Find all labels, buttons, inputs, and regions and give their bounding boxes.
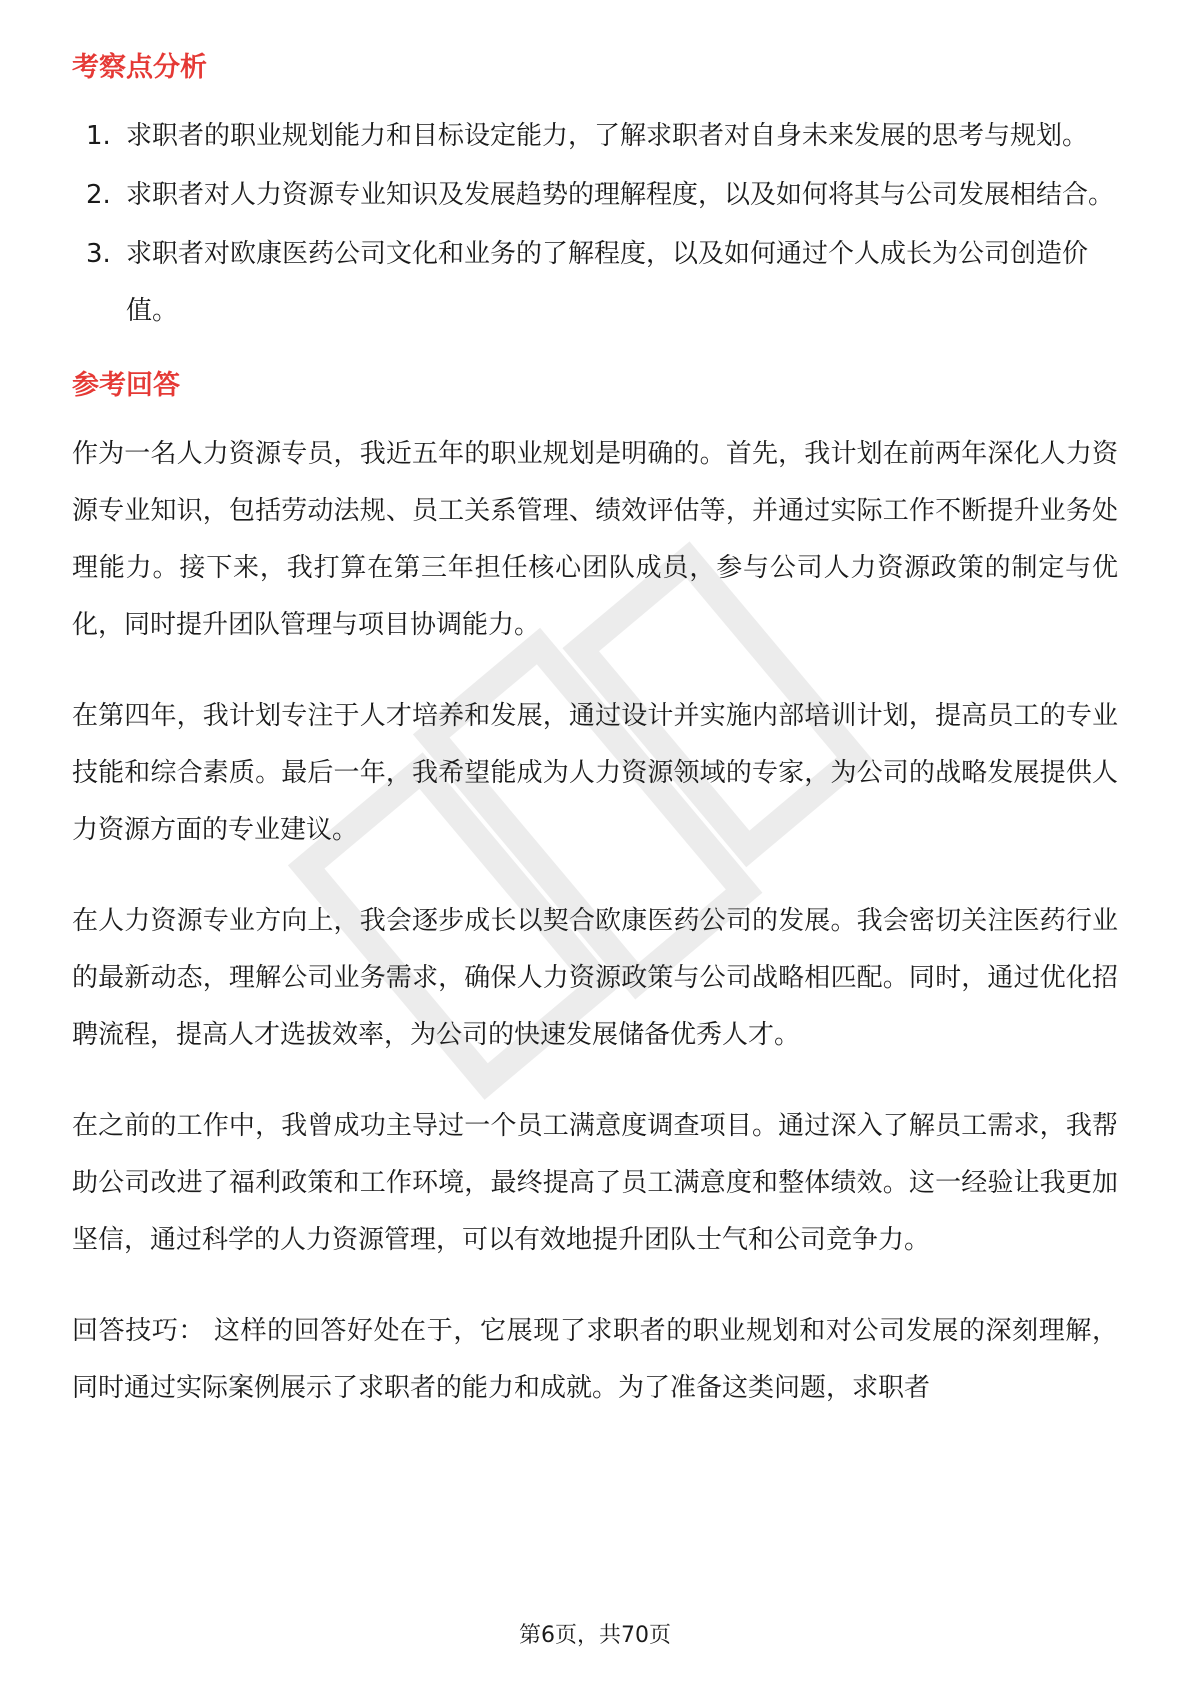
list-item-text: 求职者对人力资源专业知识及发展趋势的理解程度，以及如何将其与公司发展相结合。 bbox=[126, 180, 1115, 210]
list-item-number: 2. bbox=[86, 180, 111, 210]
list-item bbox=[72, 108, 1118, 165]
answer-paragraph-3: 在人力资源专业方向上，我会逐步成长以契合欧康医药公司的发展。我会密切关注医药行业的最新动态，理解公司业务需求，确保人力资源政策与公司战略相匹配。同时，通过优化招聘流程，提高人才选拔效率，为公司的快速发展储备优秀人才。 bbox=[72, 906, 1118, 1050]
answer-tips-paragraph: 回答技巧： 这样的回答好处在于，它展现了求职者的职业规划和对公司发展的深刻理解，同时通过实际案例展示了求职者的能力和成就。为了准备这类问题，求职者 bbox=[72, 1316, 1118, 1403]
answer-paragraph-4: 在之前的工作中，我曾成功主导过一个员工满意度调查项目。通过深入了解员工需求，我帮助公司改进了福利政策和工作环境，最终提高了员工满意度和整体绩效。这一经验让我更加坚信，通过科学的人力资源管理，可以有效地提升团队士气和公司竞争力。 bbox=[72, 1111, 1118, 1255]
list-item-number: 3. bbox=[86, 239, 111, 269]
list-item-text: 求职者的职业规划能力和目标设定能力，了解求职者对自身未来发展的思考与规划。 bbox=[126, 121, 1089, 151]
answer-paragraph-2: 在第四年，我计划专注于人才培养和发展，通过设计并实施内部培训计划，提高员工的专业技能和综合素质。最后一年，我希望能成为人力资源领域的专家，为公司的战略发展提供人力资源方面的专业建议。 bbox=[72, 701, 1118, 845]
analysis-points-list bbox=[72, 108, 1118, 340]
answer-paragraph-1: 作为一名人力资源专员，我近五年的职业规划是明确的。首先，我计划在前两年深化人力资源专业知识，包括劳动法规、员工关系管理、绩效评估等，并通过实际工作不断提升业务处理能力。接下来，我打算在第三年担任核心团队成员，参与公司人力资源政策的制定与优化，同时提升团队管理与项目协调能力。 bbox=[72, 439, 1118, 640]
main-content bbox=[72, 48, 1118, 1451]
list-item bbox=[72, 167, 1118, 224]
analysis-heading: 考察点分析 bbox=[72, 52, 207, 83]
list-item-text: 求职者对欧康医药公司文化和业务的了解程度，以及如何通过个人成长为公司创造价值。 bbox=[126, 239, 1089, 326]
list-item-number: 1. bbox=[86, 121, 111, 151]
answer-heading: 参考回答 bbox=[72, 370, 180, 401]
list-item bbox=[72, 226, 1118, 340]
page-number-footer: 第6页，共70页 bbox=[519, 1623, 671, 1648]
